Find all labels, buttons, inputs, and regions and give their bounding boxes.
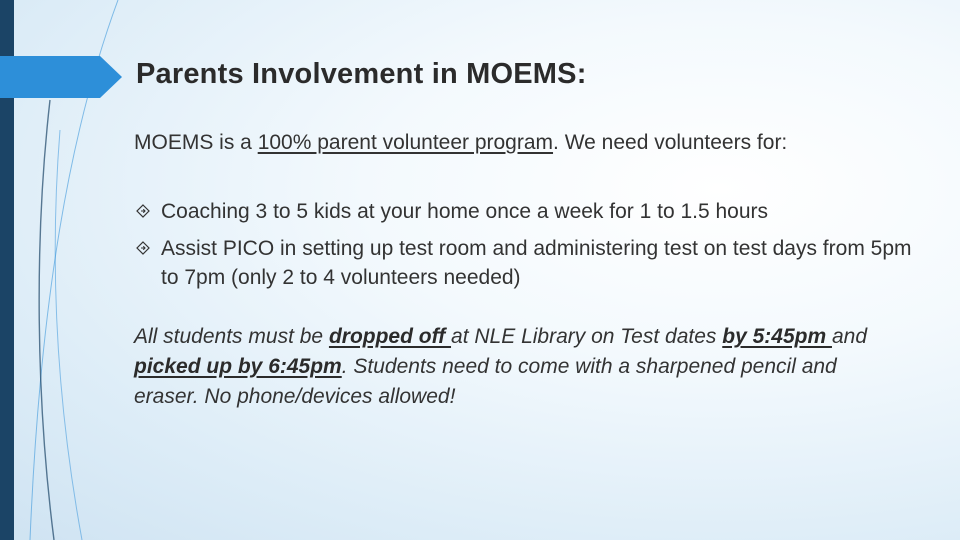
title-accent-tab	[0, 56, 122, 98]
note-part: and	[831, 325, 868, 348]
bullet-item	[134, 197, 914, 226]
intro-highlight: 100% parent volunteer program	[257, 131, 554, 154]
intro-paragraph	[134, 128, 914, 157]
note-part: . Students need to come with a sharpened pencil and eraser. No phone/devices allowed!	[134, 355, 837, 408]
note-part: at NLE Library on Test dates	[451, 325, 723, 348]
bullet-text: Coaching 3 to 5 kids at your home once a week for 1 to 1.5 hours	[161, 200, 769, 223]
note-drop-time: by 5:45pm	[722, 325, 832, 348]
bullet-list	[134, 197, 914, 292]
diamond-arrow-icon	[136, 204, 150, 218]
slide-title: Parents Involvement in MOEMS:	[136, 58, 587, 90]
bullet-item	[134, 234, 914, 292]
note-dropped-off: dropped off	[328, 325, 452, 348]
intro-suffix: . We need volunteers for:	[553, 131, 788, 154]
note-pickup: picked up by 6:45pm	[134, 355, 342, 378]
students-note	[134, 322, 894, 412]
intro-prefix: MOEMS is a	[134, 131, 258, 154]
bullet-text: Assist PICO in setting up test room and administering test on test days from 5pm to 7pm (only 2 to 4 volunteers needed)	[161, 237, 912, 289]
note-part: All students must be	[134, 325, 329, 348]
diamond-arrow-icon	[136, 241, 150, 255]
